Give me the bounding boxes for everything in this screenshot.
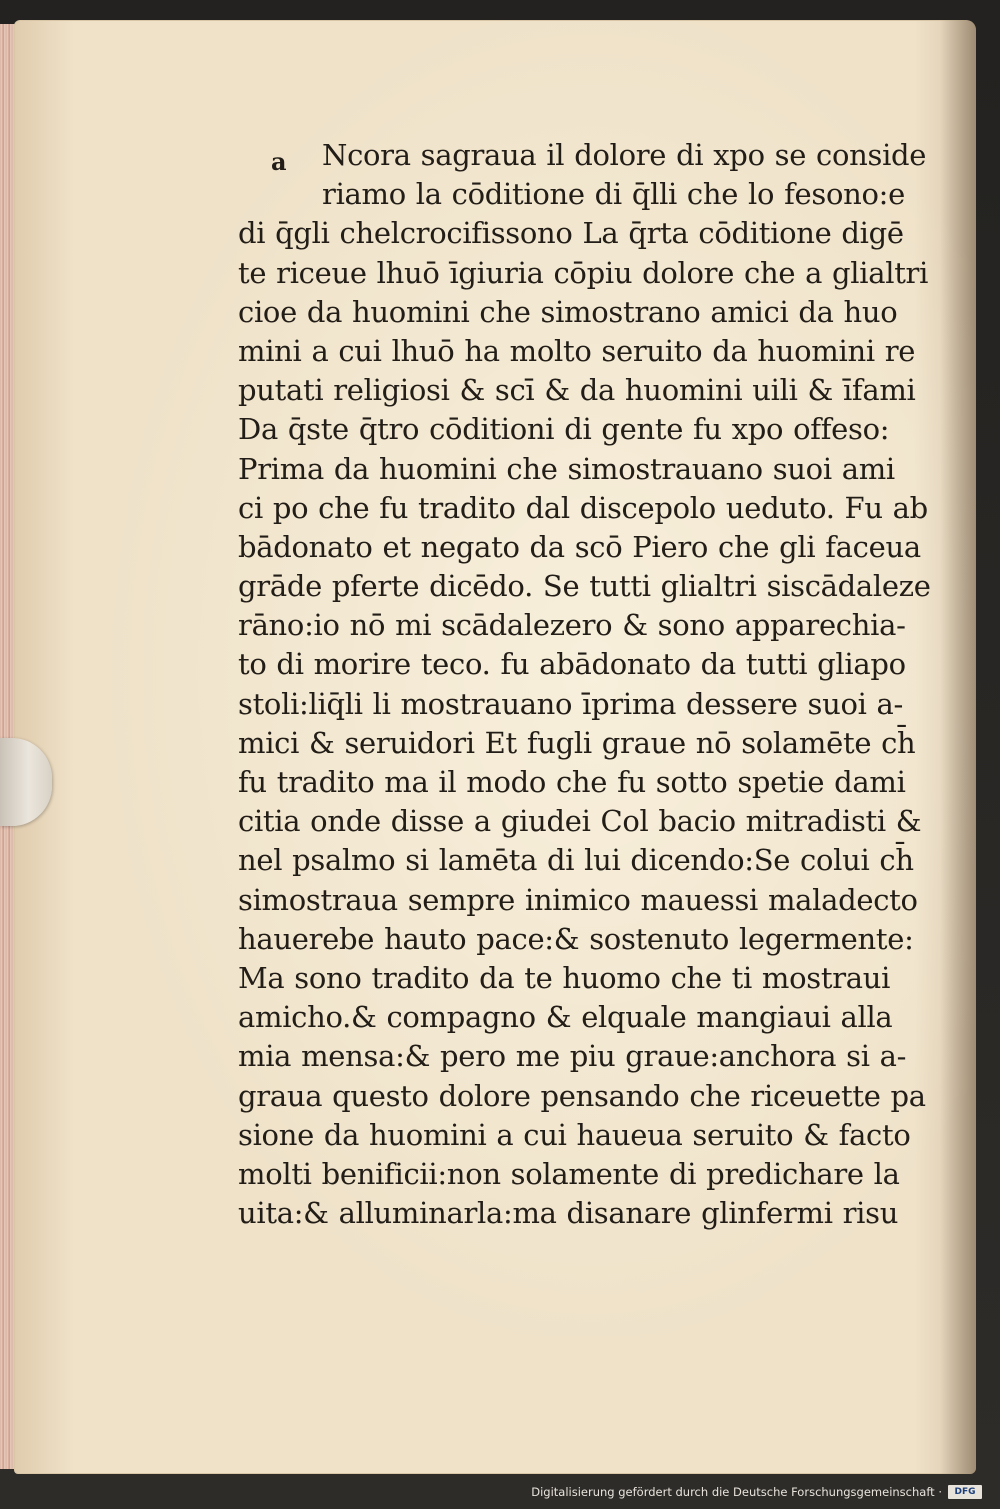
credit-text: Digitalisierung gefördert durch die Deutsche Forschungsgemeinschaft · <box>531 1485 942 1499</box>
text-line: cioe da huomini che simostrano amici da huo <box>238 294 898 329</box>
text-line: molti benificii:non solamente di predichare la <box>238 1156 900 1191</box>
initial-guide-letter: a <box>271 147 287 176</box>
text-line: graua questo dolore pensando che riceuette pa <box>238 1078 926 1113</box>
text-line: to di morire teco. fu abādonato da tutti gliapo <box>238 647 906 682</box>
page-text <box>238 136 931 1233</box>
text-line: simostraua sempre inimico mauessi maladecto <box>238 882 918 917</box>
text-line: mini a cui lhuō ha molto seruito da huomini re <box>238 333 916 368</box>
text-line: nel psalmo si lamēta di lui dicendo:Se colui ch̄ <box>238 843 914 878</box>
text-line: bādonato et negato da scō Piero che gli faceua <box>238 529 921 564</box>
digitization-credit <box>531 1481 982 1503</box>
text-line: di q̄gli chelcrocifissono La q̄rta cōditione digē <box>238 216 904 251</box>
text-line: te riceue lhuō īgiuria cōpiu dolore che a glialtri <box>238 255 929 290</box>
text-line: mia mensa:& pero me piu graue:anchora si a- <box>238 1039 907 1074</box>
text-line: mici & seruidori Et fugli graue nō solamēte ch̄ <box>238 725 916 760</box>
text-line: grāde pferte dicēdo. Se tutti glialtri siscādaleze <box>238 569 931 604</box>
text-line: Da q̄ste q̄tro cōditioni di gente fu xpo offeso: <box>238 412 890 447</box>
binding-gutter <box>940 20 976 1474</box>
text-line: amicho.& compagno & elquale mangiaui alla <box>238 1000 893 1035</box>
text-line: Ma sono tradito da te huomo che ti mostraui <box>238 960 891 995</box>
dfg-logo-icon: DFG <box>948 1485 982 1499</box>
text-line: stoli:liq̄li li mostrauano īprima dessere suoi a- <box>238 686 904 721</box>
text-line: citia onde disse a giudei Col bacio mitradisti & <box>238 804 922 839</box>
text-line: rāno:io nō mi scādalezero & sono apparechia- <box>238 608 906 643</box>
text-line: fu tradito ma il modo che fu sotto spetie dami <box>238 765 906 799</box>
text-line: ci po che fu tradito dal discepolo ueduto. Fu ab <box>238 490 928 525</box>
text-line: Ncora sagraua il dolore di xpo se conside <box>322 138 927 172</box>
text-line: hauerebe hauto pace:& sostenuto legermente: <box>238 921 914 956</box>
text-line: sione da huomini a cui haueua seruito & facto <box>238 1117 911 1152</box>
text-line: putati religiosi & scī & da huomini uili & īfami <box>238 373 916 408</box>
text-line: riamo la cōditione di q̄lli che lo fesono:e <box>322 177 905 212</box>
text-line: uita:& alluminarla:ma disanare glinfermi risu <box>238 1196 899 1231</box>
text-line: Prima da huomini che simostrauano suoi ami <box>238 451 895 486</box>
